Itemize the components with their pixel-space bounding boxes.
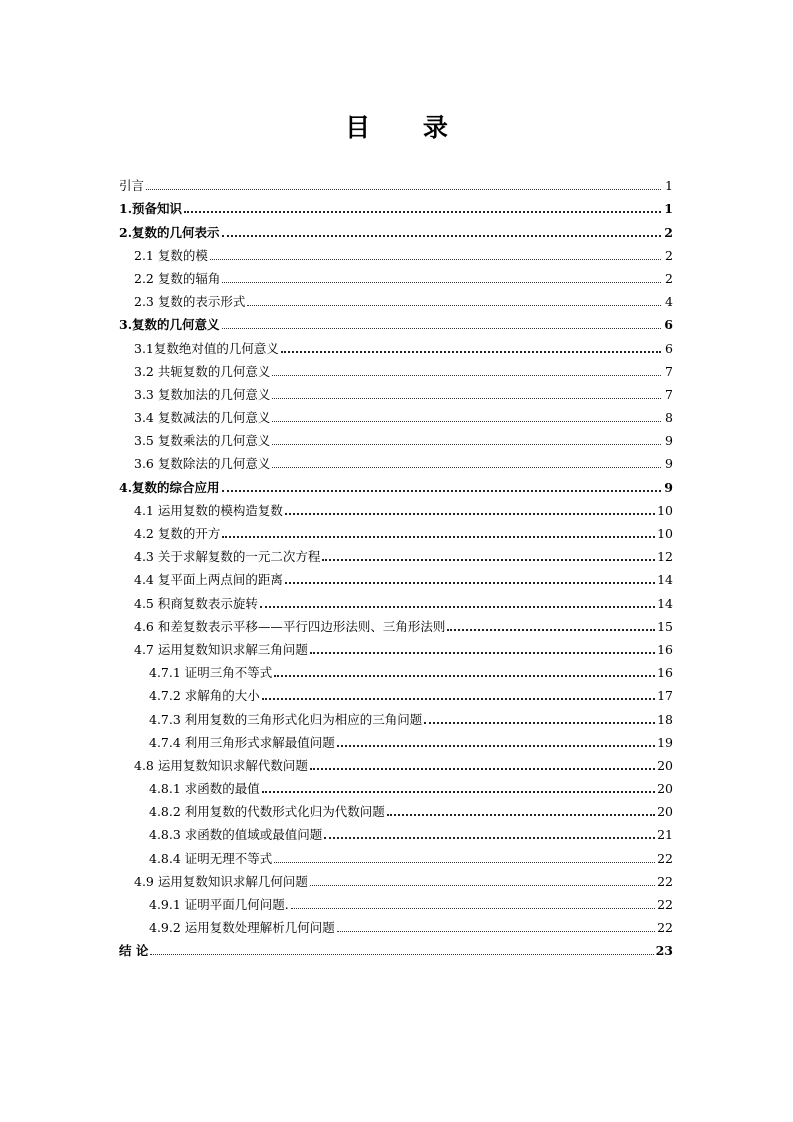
toc-entry-label: 4.8.3 求函数的值域或最值问题 [149,827,323,843]
toc-entry-label: 2.1 复数的模 [134,247,208,263]
toc-entry-label: 4.7.4 利用三角形式求解最值问题 [149,734,335,750]
toc-entry-label: 4.3 关于求解复数的一元二次方程 [134,549,321,565]
toc-leader-dots [324,836,655,839]
toc-entry-label: 4.5 积商复数表示旋转 [134,595,258,611]
toc-entry-page-number: 14 [657,595,673,611]
toc-entry-label: 4.8.2 利用复数的代数形式化归为代数问题 [149,804,385,820]
toc-entry[interactable] [119,889,673,912]
toc-entry-label: 4.2 复数的开方 [134,526,221,541]
toc-entry-page-number: 20 [657,757,673,773]
toc-entry-page-number: 2 [665,247,673,263]
toc-leader-dots [322,558,655,561]
toc-entry-label: 4.8 运用复数知识求解代数问题 [134,757,308,773]
toc-entry-page-number: 6 [665,340,673,356]
toc-entry-page-number: 10 [657,502,673,518]
toc-leader-dots [150,953,653,955]
toc-entry-label: 2.3 复数的表示形式 [134,294,246,310]
toc-entry-page-number: 14 [657,572,673,588]
toc-entry-page-number: 22 [657,873,673,889]
toc-leader-dots [310,767,655,770]
toc-entry-label: 4.9.1 证明平面几何问题. [149,897,289,912]
toc-entry-page-number: 12 [657,549,673,565]
toc-entry-page-number: 16 [657,665,673,681]
toc-leader-dots [310,884,655,886]
toc-entry[interactable] [119,286,673,309]
toc-entry-page-number: 4 [665,294,673,310]
toc-leader-dots [337,930,655,932]
toc-entry-label: 4.复数的综合应用 [119,479,220,495]
toc-entry[interactable] [119,657,673,680]
toc-entry-label: 4.4 复平面上两点间的距离 [134,572,283,588]
toc-entry-label: 4.7.2 求解角的大小 [149,688,260,704]
toc-entry-label: 2.复数的几何表示 [119,224,220,240]
toc-leader-dots [222,281,661,283]
toc-entry-page-number: 16 [657,641,673,657]
toc-leader-dots [272,420,661,422]
toc-entry-page-number: 2 [664,224,673,240]
toc-entry[interactable] [119,240,673,263]
toc-entry-label: 2.2 复数的辐角 [134,270,221,286]
toc-entry-page-number: 7 [665,386,673,402]
toc-entry[interactable] [119,866,673,889]
toc-entry-label: 3.1复数绝对值的几何意义 [134,340,279,356]
toc-entry[interactable] [119,564,673,587]
toc-entry-label: 3.4 复数减法的几何意义 [134,410,271,426]
toc-entry[interactable] [119,634,673,657]
toc-entry[interactable] [119,471,673,494]
toc-leader-dots [272,443,661,445]
toc-entry-label: 4.7 运用复数知识求解三角问题 [134,641,308,657]
toc-entry-label: 4.8.4 证明无理不等式 [149,850,273,866]
toc-leader-dots [424,721,655,724]
toc-entry[interactable] [119,193,673,216]
toc-entry-label: 结 论 [119,943,149,959]
toc-entry[interactable] [119,842,673,865]
toc-entry[interactable] [119,935,673,958]
toc-entry-page-number: 17 [657,688,673,704]
toc-leader-dots [272,466,661,468]
toc-leader-dots [337,744,655,747]
toc-entry-page-number: 10 [657,526,673,541]
toc-entry-page-number: 8 [665,410,673,426]
toc-entry[interactable] [119,448,673,471]
toc-entry-label: 4.9 运用复数知识求解几何问题 [134,873,308,889]
toc-entry[interactable] [119,379,673,402]
toc-leader-dots [291,907,655,909]
toc-entry[interactable] [119,495,673,518]
toc-entry-page-number: 7 [665,363,673,379]
toc-entry[interactable] [119,518,673,541]
toc-entry-page-number: 20 [657,781,673,797]
toc-entry[interactable] [119,680,673,703]
toc-entry-label: 引言 [119,178,145,194]
toc-entry[interactable] [119,170,673,193]
toc-leader-dots [146,188,661,190]
toc-leader-dots [272,374,661,376]
toc-leader-dots [281,350,661,353]
toc-entry[interactable] [119,263,673,286]
toc-leader-dots [260,605,655,608]
toc-entry-page-number: 22 [657,850,673,866]
toc-entry-page-number: 22 [657,897,673,912]
toc-leader-dots [184,210,661,213]
toc-entry-label: 3.复数的几何意义 [119,317,220,333]
toc-entry[interactable] [119,611,673,634]
toc-entry-page-number: 6 [664,317,673,333]
toc-entry[interactable] [119,541,673,564]
toc-entry[interactable] [119,773,673,796]
table-of-contents [119,170,673,958]
toc-leader-dots [222,234,661,237]
toc-entry[interactable] [119,216,673,239]
toc-entry[interactable] [119,796,673,819]
toc-entry-label: 4.6 和差复数表示平移——平行四边形法则、三角形法则 [134,618,446,634]
toc-entry-page-number: 1 [665,178,673,194]
toc-entry-page-number: 22 [657,920,673,936]
toc-entry-page-number: 9 [665,433,673,449]
toc-entry[interactable] [119,309,673,332]
toc-leader-dots [310,651,655,654]
toc-entry-label: 3.5 复数乘法的几何意义 [134,433,271,449]
toc-entry-page-number: 9 [664,479,673,495]
toc-entry-page-number: 21 [657,827,673,843]
toc-entry[interactable] [119,587,673,610]
toc-leader-dots [222,535,655,538]
toc-leader-dots [274,861,655,863]
toc-leader-dots [247,304,661,306]
toc-leader-dots [447,628,655,631]
toc-entry[interactable] [119,912,673,935]
toc-entry-label: 3.3 复数加法的几何意义 [134,386,271,402]
toc-entry-label: 3.2 共轭复数的几何意义 [134,363,271,379]
toc-entry-page-number: 18 [657,711,673,727]
toc-entry-page-number: 15 [657,618,673,634]
toc-title: 目 录 [345,113,470,142]
toc-leader-dots [262,790,655,793]
toc-entry[interactable] [119,703,673,726]
toc-leader-dots [272,397,661,399]
toc-entry-label: 4.9.2 运用复数处理解析几何问题 [149,920,335,936]
toc-leader-dots [387,813,655,816]
toc-entry[interactable] [119,356,673,379]
toc-entry-label: 4.7.1 证明三角不等式 [149,665,273,681]
toc-entry[interactable] [119,750,673,773]
toc-entry[interactable] [119,402,673,425]
toc-leader-dots [222,489,661,492]
toc-entry-page-number: 1 [664,201,673,217]
toc-leader-dots [262,697,655,700]
toc-entry-label: 3.6 复数除法的几何意义 [134,456,271,472]
toc-entry[interactable] [119,332,673,355]
toc-leader-dots [285,512,655,515]
toc-leader-dots [222,327,661,329]
toc-entry-page-number: 20 [657,804,673,820]
toc-entry-page-number: 9 [665,456,673,472]
toc-leader-dots [285,581,655,584]
toc-entry-page-number: 19 [657,734,673,750]
toc-entry-page-number: 2 [665,270,673,286]
toc-entry[interactable] [119,819,673,842]
toc-leader-dots [210,258,661,260]
toc-entry-page-number: 23 [655,943,673,959]
toc-entry-label: 4.7.3 利用复数的三角形式化归为相应的三角问题 [149,711,423,727]
toc-leader-dots [274,674,655,677]
toc-entry[interactable] [119,727,673,750]
toc-entry[interactable] [119,425,673,448]
toc-entry-label: 4.8.1 求函数的最值 [149,781,260,797]
toc-entry-label: 1.预备知识 [119,201,183,217]
toc-entry-label: 4.1 运用复数的模构造复数 [134,502,283,518]
